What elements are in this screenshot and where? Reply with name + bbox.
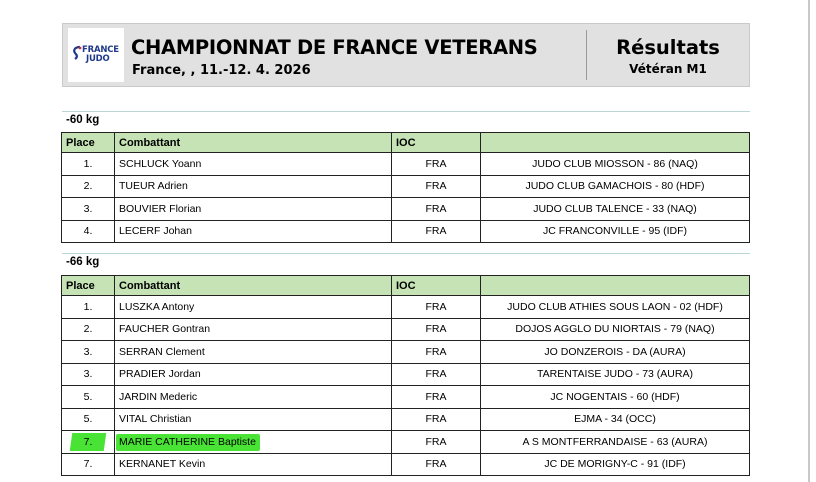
place-cell: 4. <box>62 220 115 243</box>
section-rule <box>62 253 750 254</box>
logo-wordmark <box>82 46 119 64</box>
header-divider <box>586 30 587 80</box>
page-edge-divider <box>808 0 810 482</box>
athlete-name-cell: FAUCHER Gontran <box>115 318 392 341</box>
event-location-date: France, , 11.-12. 4. 2026 <box>132 63 311 78</box>
ioc-cell: FRA <box>392 408 481 431</box>
place-cell: 1. <box>62 153 115 176</box>
section-rule <box>62 111 750 112</box>
table-row <box>62 175 750 198</box>
club-cell: JC FRANCONVILLE - 95 (IDF) <box>481 220 750 243</box>
club-cell: EJMA - 34 (OCC) <box>481 408 750 431</box>
results-table <box>61 132 750 243</box>
ioc-cell: FRA <box>392 220 481 243</box>
athlete-name-cell: SERRAN Clement <box>115 341 392 364</box>
ioc-cell: FRA <box>392 318 481 341</box>
table-row <box>62 153 750 176</box>
table-row <box>62 386 750 409</box>
athlete-name-cell: KERNANET Kevin <box>115 453 392 476</box>
table-header-row <box>62 133 750 153</box>
place-cell: 3. <box>62 363 115 386</box>
column-header-ioc: IOC <box>392 133 481 153</box>
table-row-highlighted <box>62 431 750 454</box>
place-cell: 5. <box>62 408 115 431</box>
ioc-cell: FRA <box>392 363 481 386</box>
france-judo-logo <box>68 28 124 82</box>
club-cell: A S MONTFERRANDAISE - 63 (AURA) <box>481 431 750 454</box>
club-cell: JUDO CLUB TALENCE - 33 (NAQ) <box>481 198 750 221</box>
table-row <box>62 318 750 341</box>
place-cell: 2. <box>62 318 115 341</box>
athlete-name-cell: PRADIER Jordan <box>115 363 392 386</box>
table-row <box>62 408 750 431</box>
place-cell: 7. <box>62 431 115 454</box>
athlete-name-cell: MARIE CATHERINE Baptiste <box>115 431 392 454</box>
column-header-place: Place <box>62 276 115 296</box>
place-cell: 7. <box>62 453 115 476</box>
age-category: Vétéran M1 <box>629 62 707 76</box>
column-header-club <box>481 276 750 296</box>
weight-class-title: -60 kg <box>66 114 100 126</box>
ioc-cell: FRA <box>392 386 481 409</box>
ioc-cell: FRA <box>392 153 481 176</box>
results-heading: Résultats <box>616 36 720 59</box>
document-header <box>62 23 750 87</box>
table-row <box>62 296 750 319</box>
club-cell: TARENTAISE JUDO - 73 (AURA) <box>481 363 750 386</box>
table-row <box>62 198 750 221</box>
club-cell: JC NOGENTAIS - 60 (HDF) <box>481 386 750 409</box>
place-cell: 3. <box>62 198 115 221</box>
athlete-name-cell: VITAL Christian <box>115 408 392 431</box>
athlete-name-cell: JARDIN Mederic <box>115 386 392 409</box>
judo-swirl-icon <box>72 45 82 61</box>
table-row <box>62 341 750 364</box>
table-row <box>62 363 750 386</box>
club-cell: JC DE MORIGNY-C - 91 (IDF) <box>481 453 750 476</box>
club-cell: JUDO CLUB MIOSSON - 86 (NAQ) <box>481 153 750 176</box>
results-table <box>61 275 750 476</box>
place-cell: 5. <box>62 386 115 409</box>
weight-class-title: -66 kg <box>66 256 100 268</box>
logo-line-1: FRANCE <box>82 45 119 55</box>
place-cell: 1. <box>62 296 115 319</box>
column-header-place: Place <box>62 133 115 153</box>
ioc-cell: FRA <box>392 431 481 454</box>
ioc-cell: FRA <box>392 453 481 476</box>
club-cell: JO DONZEROIS - DA (AURA) <box>481 341 750 364</box>
ioc-cell: FRA <box>392 341 481 364</box>
column-header-ioc: IOC <box>392 276 481 296</box>
athlete-name-cell: TUEUR Adrien <box>115 175 392 198</box>
club-cell: DOJOS AGGLO DU NIORTAIS - 79 (NAQ) <box>481 318 750 341</box>
table-row <box>62 453 750 476</box>
table-header-row <box>62 276 750 296</box>
column-header-name: Combattant <box>115 276 392 296</box>
logo-line-2: JUDO <box>86 54 110 64</box>
column-header-name: Combattant <box>115 133 392 153</box>
ioc-cell: FRA <box>392 198 481 221</box>
championship-title: CHAMPIONNAT DE FRANCE VETERANS <box>131 36 538 59</box>
ioc-cell: FRA <box>392 296 481 319</box>
athlete-name-cell: LUSZKA Antony <box>115 296 392 319</box>
club-cell: JUDO CLUB GAMACHOIS - 80 (HDF) <box>481 175 750 198</box>
club-cell: JUDO CLUB ATHIES SOUS LAON - 02 (HDF) <box>481 296 750 319</box>
athlete-name-cell: LECERF Johan <box>115 220 392 243</box>
athlete-name-cell: SCHLUCK Yoann <box>115 153 392 176</box>
place-cell: 2. <box>62 175 115 198</box>
column-header-club <box>481 133 750 153</box>
place-cell: 3. <box>62 341 115 364</box>
table-row <box>62 220 750 243</box>
ioc-cell: FRA <box>392 175 481 198</box>
athlete-name-cell: BOUVIER Florian <box>115 198 392 221</box>
